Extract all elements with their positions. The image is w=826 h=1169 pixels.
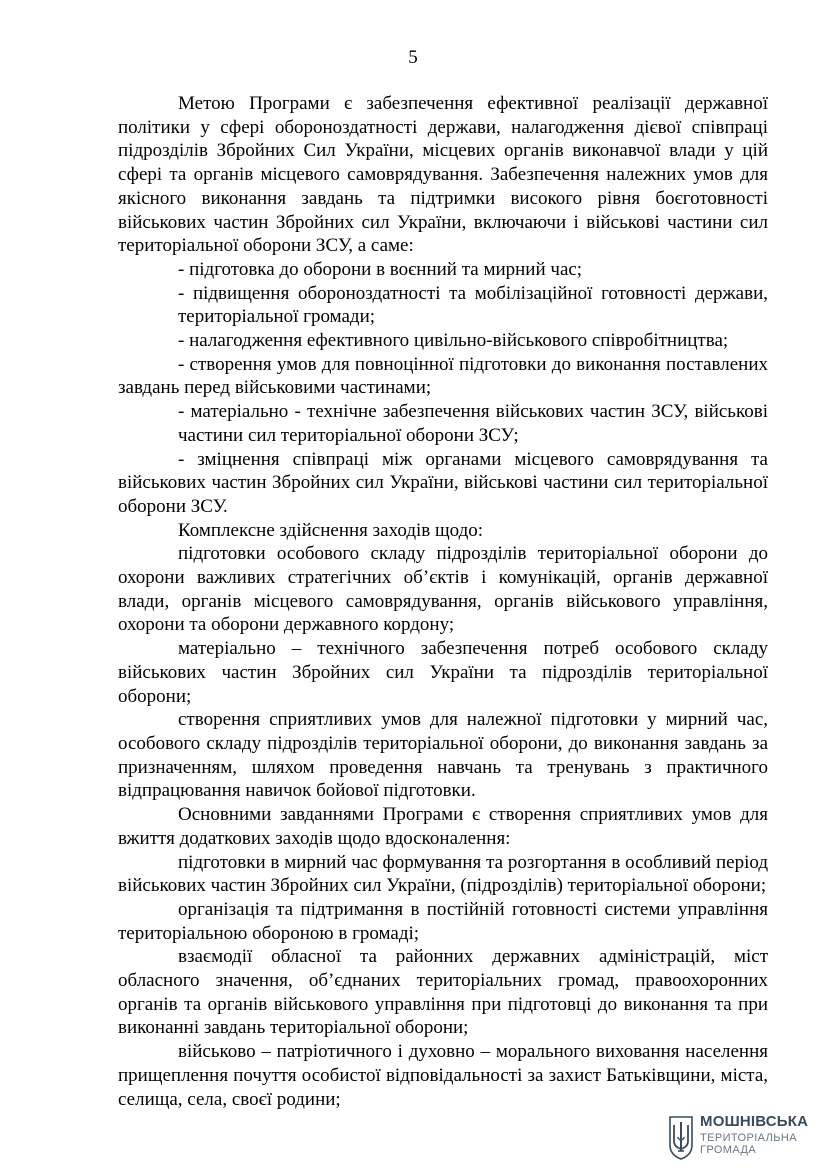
paragraph-peacetime-formation: підготовки в мирний час формування та розгортання в особливий період військових частин Збройних сил України, (підрозділів) територіальної оборони; — [118, 851, 768, 897]
paragraph-control-system: організація та підтримання в постійній готовності системи управління територіальною обороною в громаді; — [118, 898, 768, 944]
paragraph-favorable-conditions: створення сприятливих умов для належної підготовки у мирний час, особового складу підрозділів територіальної оборони, до виконання завдань за призначенням, шляхом проведення навчань та тренувань з практичного відпрацювання навичок бойової підготовки. — [118, 709, 768, 802]
list-item-civil-military-cooperation: - налагодження ефективного цивільно-військового співробітництва; — [178, 330, 729, 352]
paragraph-personnel-training: підготовки особового складу підрозділів територіальної оборони до охорони важливих стратегічних об’єктів і комунікацій, органів державної влади, органів місцевого самоврядування, органів військового управління, охорони та оборони державного кордону; — [118, 543, 768, 636]
page-number: 5 — [408, 47, 418, 68]
paragraph-interaction: взаємодії обласної та районних державних адміністрацій, міст обласного значення, об’єднаних територіальних громад, правоохоронних органів та органів військового управління при підготовці до виконання та при виконанні завдань територіальної оборони; — [118, 946, 768, 1039]
list-item-training-conditions: - створення умов для повноцінної підготовки до виконання поставлених завдань перед військовими частинами; — [118, 353, 768, 399]
list-item-defense-preparation: - підготовка до оборони в воєнний та мирний час; — [178, 258, 583, 280]
community-watermark — [668, 1113, 818, 1163]
document-body — [118, 92, 768, 1111]
paragraph-patriotic-education: військово – патріотичного і духовно – морального виховання населення прищеплення почуття особистої відповідальності за захист Батьківщини, міста, селища, села, своєї родини; — [118, 1041, 768, 1110]
list-item-material-support: - матеріально - технічне забезпечення військових частин ЗСУ, військові частини сил територіальної оборони ЗСУ; — [178, 401, 768, 446]
trident-emblem-icon — [668, 1115, 694, 1161]
paragraph-main-tasks: Основними завданнями Програми є створення сприятливих умов для вжиття додаткових заходів щодо вдосконалення: — [118, 804, 768, 849]
community-subtitle-1: ТЕРИТОРІАЛЬНА — [700, 1132, 797, 1144]
list-item-defense-capability: - підвищення обороноздатності та мобілізаційної готовності держави, територіальної громади; — [178, 282, 768, 328]
paragraph-program-goal: Метою Програми є забезпечення ефективної реалізації державної політики у сфері обороноздатності держави, налагодження дієвої співпраці підрозділів Збройних Сил України, місцевих органів виконавчої влади у цій сфері та органів місцевого самоврядування. Забезпечення належних умов для якісного виконання завдань та підтримки високого рівня боєготовності військових частин Збройних сил України, включаючи і військові частини сил територіальної оборони ЗСУ, а саме: — [118, 93, 768, 257]
community-subtitle-2: ГРОМАДА — [700, 1144, 757, 1156]
paragraph-complex-measures: Комплексне здійснення заходів щодо: — [178, 519, 484, 541]
list-item-strengthening-cooperation: - зміцнення співпраці між органами місцевого самоврядування та військових частин Збройних сил України, військові частини сил територіальної оборони ЗСУ. — [118, 448, 768, 517]
paragraph-material-technical: матеріально – технічного забезпечення потреб особового складу військових частин Збройних сил України та підрозділів територіальної оборони; — [118, 638, 768, 707]
community-name: МОШНІВСЬКА — [700, 1113, 809, 1130]
